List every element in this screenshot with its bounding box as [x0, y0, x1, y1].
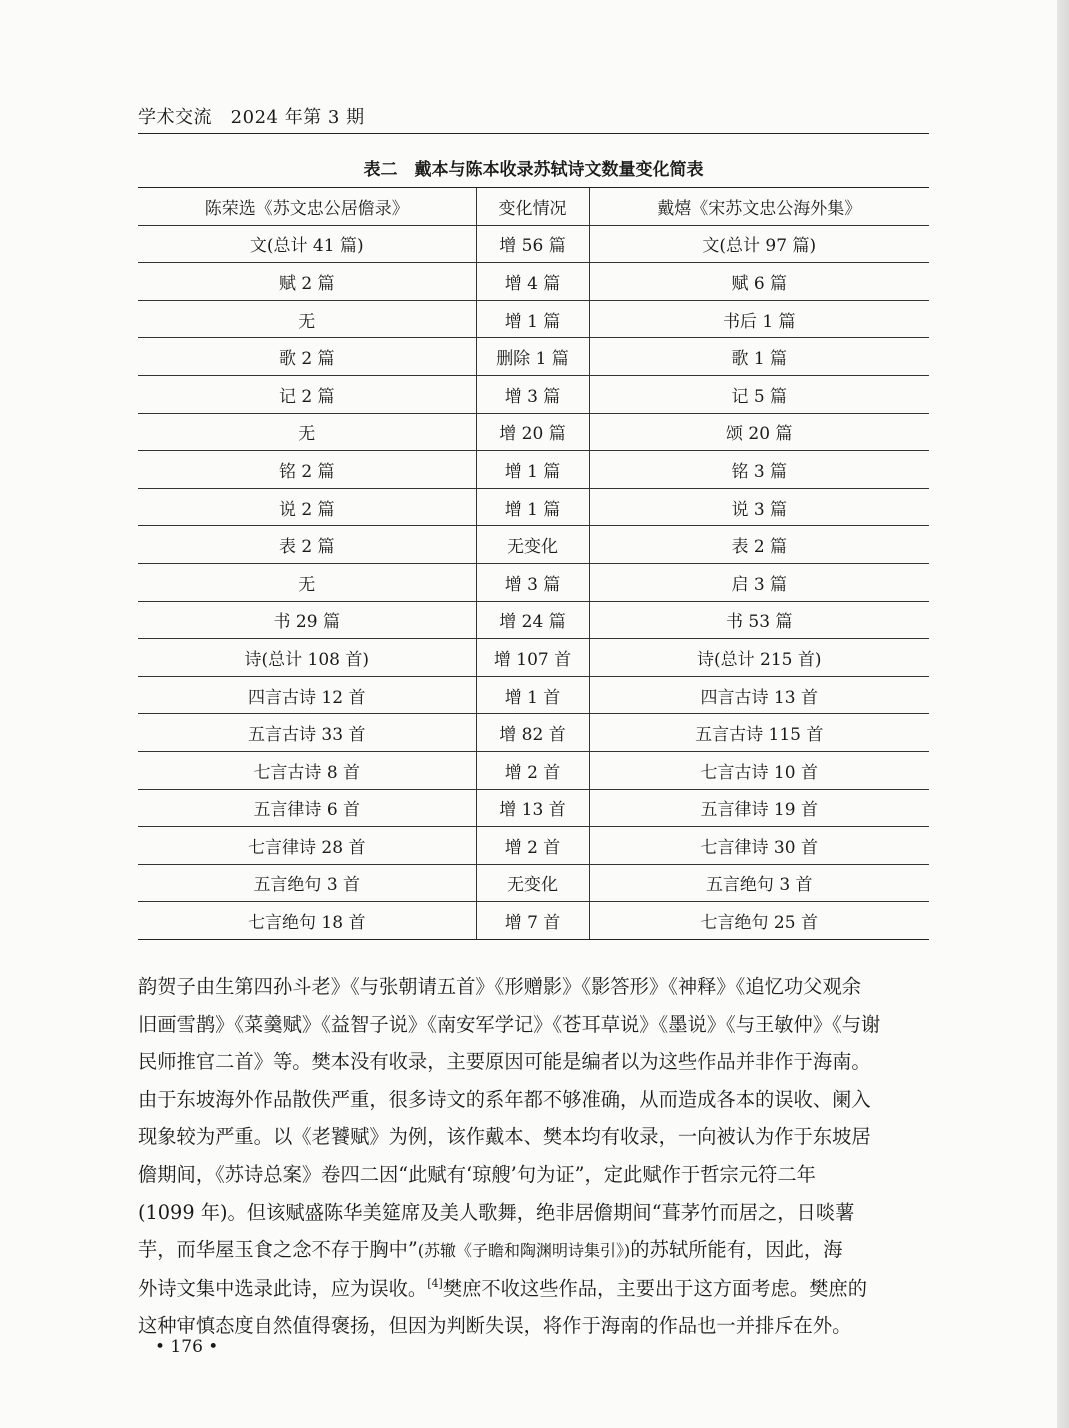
cell-dai: 七言绝句 25 首 — [589, 902, 929, 940]
cell-change: 增 82 首 — [476, 714, 589, 752]
cell-change: 无变化 — [476, 526, 589, 564]
cell-chen: 五言古诗 33 首 — [138, 714, 476, 752]
journal-name: 学术交流 — [138, 107, 212, 128]
cell-dai: 四言古诗 13 首 — [589, 676, 929, 714]
text-line: 这种审慎态度自然值得褒扬，但因为判断失误，将作于海南的作品也一并排斥在外。 — [138, 1314, 852, 1338]
text-line: 儋期间，《苏诗总案》卷四二因“此赋有‘琼艘’句为证”，定此赋作于哲宗元符二年 — [138, 1162, 816, 1186]
cell-change: 增 2 首 — [476, 827, 589, 865]
text-segment: 樊庶不收这些作品，主要出于这方面考虑。樊庶的 — [442, 1276, 867, 1300]
reference-marker: [4] — [427, 1276, 443, 1290]
cell-change: 增 3 篇 — [476, 375, 589, 413]
cell-chen: 七言律诗 28 首 — [138, 827, 476, 865]
table-row — [138, 451, 929, 489]
cell-dai: 文(总计 97 篇) — [589, 225, 929, 263]
cell-dai: 启 3 篇 — [589, 563, 929, 601]
cell-change: 无变化 — [476, 864, 589, 902]
cell-chen: 无 — [138, 300, 476, 338]
table-row — [138, 526, 929, 564]
table-row — [138, 300, 929, 338]
cell-change: 增 1 篇 — [476, 451, 589, 489]
table-row — [138, 413, 929, 451]
table-row — [138, 263, 929, 301]
text-line: 民师推官二首》等。樊本没有收录，主要原因可能是编者以为这些作品并非作于海南。 — [138, 1050, 871, 1074]
page-number: • 176 • — [155, 1337, 219, 1357]
table-title: 表二 戴本与陈本收录苏轼诗文数量变化简表 — [363, 160, 704, 180]
running-header — [138, 103, 365, 129]
cell-dai: 七言律诗 30 首 — [589, 827, 929, 865]
table-row — [138, 676, 929, 714]
cell-chen: 无 — [138, 413, 476, 451]
cell-change: 增 1 篇 — [476, 300, 589, 338]
column-header-chen: 陈荣选《苏文忠公居儋录》 — [138, 188, 476, 226]
issue-label: 2024 年第 3 期 — [230, 107, 365, 128]
cell-change: 增 2 首 — [476, 751, 589, 789]
cell-change: 增 24 篇 — [476, 601, 589, 639]
column-header-dai: 戴熺《宋苏文忠公海外集》 — [589, 188, 929, 226]
cell-change: 增 4 篇 — [476, 263, 589, 301]
table-row — [138, 488, 929, 526]
cell-change: 增 1 篇 — [476, 488, 589, 526]
cell-dai: 铭 3 篇 — [589, 451, 929, 489]
table-row — [138, 375, 929, 413]
cell-chen: 七言绝句 18 首 — [138, 902, 476, 940]
citation-note: (苏辙《子瞻和陶渊明诗集引》) — [417, 1241, 631, 1261]
table-row — [138, 225, 929, 263]
cell-dai: 五言绝句 3 首 — [589, 864, 929, 902]
cell-chen: 赋 2 篇 — [138, 263, 476, 301]
cell-chen: 记 2 篇 — [138, 375, 476, 413]
cell-change: 删除 1 篇 — [476, 338, 589, 376]
table-row — [138, 563, 929, 601]
cell-chen: 诗(总计 108 首) — [138, 639, 476, 677]
table-row — [138, 789, 929, 827]
cell-chen: 说 2 篇 — [138, 488, 476, 526]
cell-change: 增 13 首 — [476, 789, 589, 827]
text-line — [138, 1270, 929, 1308]
cell-chen: 无 — [138, 563, 476, 601]
cell-dai: 说 3 篇 — [589, 488, 929, 526]
cell-dai: 五言古诗 115 首 — [589, 714, 929, 752]
cell-dai: 书 53 篇 — [589, 601, 929, 639]
cell-dai: 诗(总计 215 首) — [589, 639, 929, 677]
cell-dai: 赋 6 篇 — [589, 263, 929, 301]
page-edge-shadow — [1057, 0, 1069, 1428]
text-line: (1099 年)。但该赋盛陈华美筵席及美人歌舞，绝非居儋期间“葺茅竹而居之，日啖薯 — [138, 1200, 855, 1224]
text-segment: 的苏轼所能有，因此，海 — [630, 1238, 843, 1262]
cell-dai: 七言古诗 10 首 — [589, 751, 929, 789]
text-line: 现象较为严重。以《老饕赋》为例，该作戴本、樊本均有收录，一向被认为作于东坡居 — [138, 1125, 871, 1149]
table-row — [138, 639, 929, 677]
cell-chen: 五言律诗 6 首 — [138, 789, 476, 827]
cell-chen: 表 2 篇 — [138, 526, 476, 564]
comparison-table — [138, 187, 929, 940]
cell-change: 增 7 首 — [476, 902, 589, 940]
cell-dai: 五言律诗 19 首 — [589, 789, 929, 827]
table-row — [138, 601, 929, 639]
body-paragraph — [138, 968, 929, 1345]
cell-chen: 四言古诗 12 首 — [138, 676, 476, 714]
cell-change: 增 1 首 — [476, 676, 589, 714]
header-rule — [138, 133, 929, 134]
cell-chen: 歌 2 篇 — [138, 338, 476, 376]
cell-dai: 颂 20 篇 — [589, 413, 929, 451]
text-line — [138, 1231, 929, 1270]
cell-dai: 歌 1 篇 — [589, 338, 929, 376]
cell-dai: 记 5 篇 — [589, 375, 929, 413]
text-line: 由于东坡海外作品散佚严重，很多诗文的系年都不够准确，从而造成各本的误收、阑入 — [138, 1087, 871, 1111]
table-header-row — [138, 188, 929, 226]
cell-chen: 文(总计 41 篇) — [138, 225, 476, 263]
table-row — [138, 714, 929, 752]
table-body — [138, 225, 929, 939]
column-header-change: 变化情况 — [476, 188, 589, 226]
table-row — [138, 338, 929, 376]
text-line: 韵贺子由生第四孙斗老》《与张朝请五首》《形赠影》《影答形》《神释》《追忆功父观余 — [138, 975, 862, 998]
table-row — [138, 902, 929, 940]
cell-change: 增 3 篇 — [476, 563, 589, 601]
cell-change: 增 107 首 — [476, 639, 589, 677]
table-row — [138, 827, 929, 865]
table-row — [138, 864, 929, 902]
table-row — [138, 751, 929, 789]
cell-chen: 铭 2 篇 — [138, 451, 476, 489]
cell-dai: 书后 1 篇 — [589, 300, 929, 338]
text-line: 旧画雪鹊》《菜羹赋》《益智子说》《南安军学记》《苍耳草说》《墨说》《与王敏仲》《与谢 — [138, 1012, 881, 1036]
cell-change: 增 20 篇 — [476, 413, 589, 451]
cell-chen: 七言古诗 8 首 — [138, 751, 476, 789]
cell-change: 增 56 篇 — [476, 225, 589, 263]
text-segment: 芋，而华屋玉食之念不存于胸中” — [138, 1238, 418, 1262]
cell-dai: 表 2 篇 — [589, 526, 929, 564]
cell-chen: 书 29 篇 — [138, 601, 476, 639]
text-segment: 外诗文集中选录此诗，应为误收。 — [138, 1276, 428, 1300]
cell-chen: 五言绝句 3 首 — [138, 864, 476, 902]
